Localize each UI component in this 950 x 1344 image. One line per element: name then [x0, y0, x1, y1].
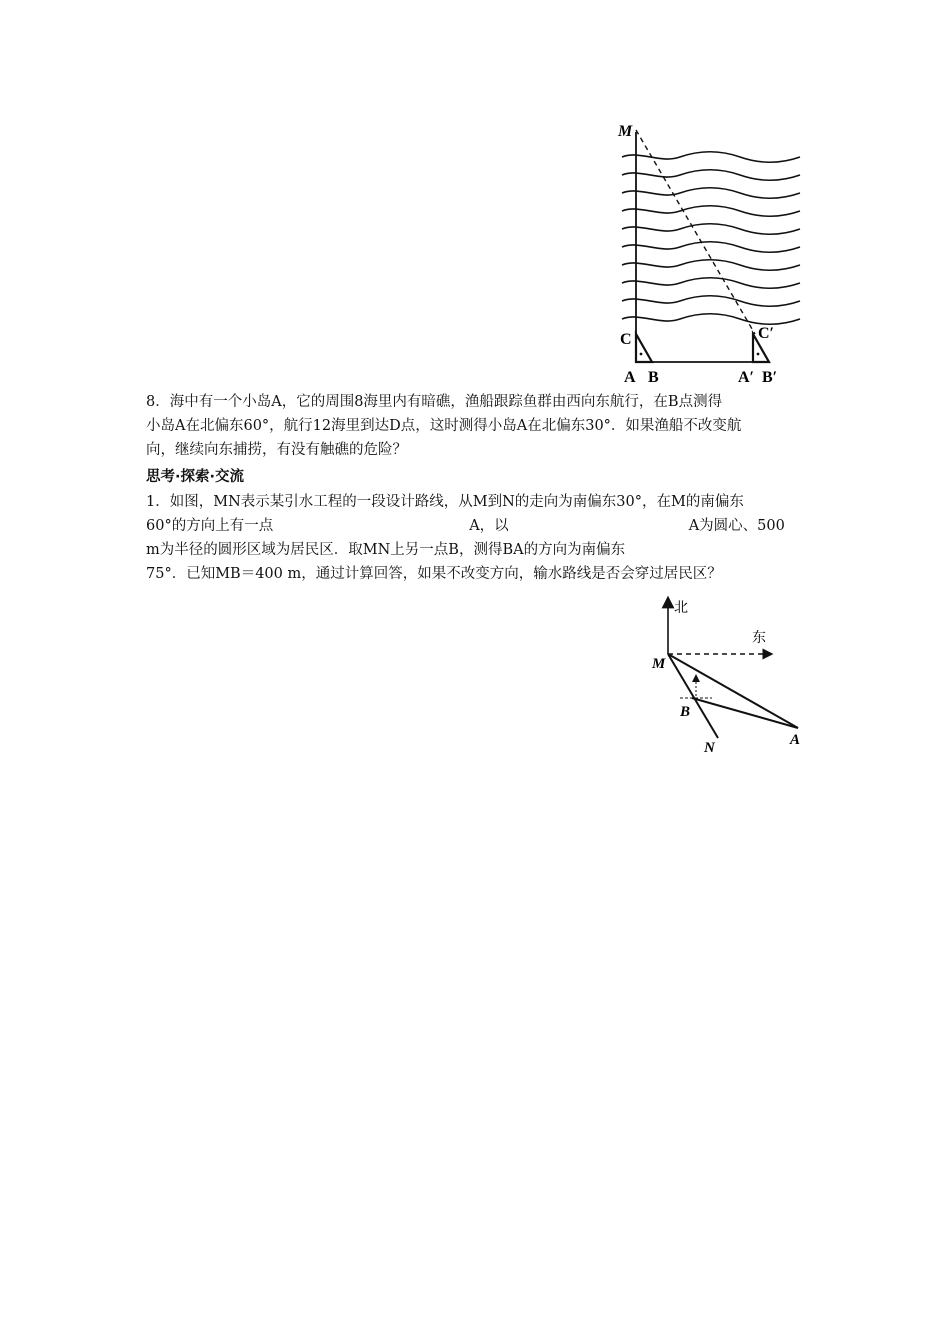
- problem-8: [146, 390, 810, 462]
- label-B-prime: B′: [762, 369, 778, 386]
- problem-1: [146, 490, 810, 586]
- label-A-prime: A′: [738, 369, 755, 386]
- problem-1-line-2: [146, 514, 810, 538]
- problem-1-line-2a: 60°的方向上有一点: [146, 518, 274, 534]
- dashed-sightline: [636, 130, 755, 334]
- label-B2: B: [680, 704, 691, 720]
- label-M: M: [618, 123, 633, 140]
- east-label: 东: [752, 631, 766, 646]
- figure-pipeline-diagram: [640, 592, 810, 757]
- figure-reef-diagram: [610, 112, 810, 392]
- problem-1-line-3: m为半径的圆形区域为居民区．取MN上另一点B，测得BA的方向为南偏东: [146, 542, 626, 558]
- problem-1-line-4: 75°．已知MB＝400 m，通过计算回答，如果不改变方向，输水路线是否会穿过居民区？: [146, 566, 722, 582]
- problem-1-line-2c: A为圆心、500: [688, 518, 785, 534]
- line-BA: [692, 698, 798, 728]
- label-N: N: [704, 740, 715, 756]
- problem-8-line-3: 向，继续向东捕捞，有没有触礁的危险？: [146, 442, 407, 458]
- north-label: 北: [674, 601, 688, 616]
- label-C: C: [620, 331, 632, 348]
- problem-8-line-1: 8．海中有一个小岛A，它的周围8海里内有暗礁，渔船跟踪鱼群由西向东航行，在B点测得: [146, 394, 723, 410]
- triangle-left: [636, 334, 652, 362]
- section-heading: 思考·探索·交流: [146, 469, 245, 485]
- problem-8-line-2: 小岛A在北偏东60°，航行12海里到达D点，这时测得小岛A在北偏东30°．如果渔船不改变航: [146, 418, 742, 434]
- line-MN: [668, 654, 718, 738]
- problem-1-line-1: 1．如图，MN表示某引水工程的一段设计路线，从M到N的走向为南偏东30°，在M的南偏东: [146, 494, 744, 510]
- problem-1-line-2b: A，以: [469, 518, 509, 534]
- label-C-prime: C′: [758, 325, 775, 342]
- label-M2: M: [652, 656, 666, 672]
- wave-lines: [622, 152, 800, 325]
- label-A2: A: [790, 732, 801, 748]
- label-A: A: [624, 369, 636, 386]
- label-B: B: [648, 369, 659, 386]
